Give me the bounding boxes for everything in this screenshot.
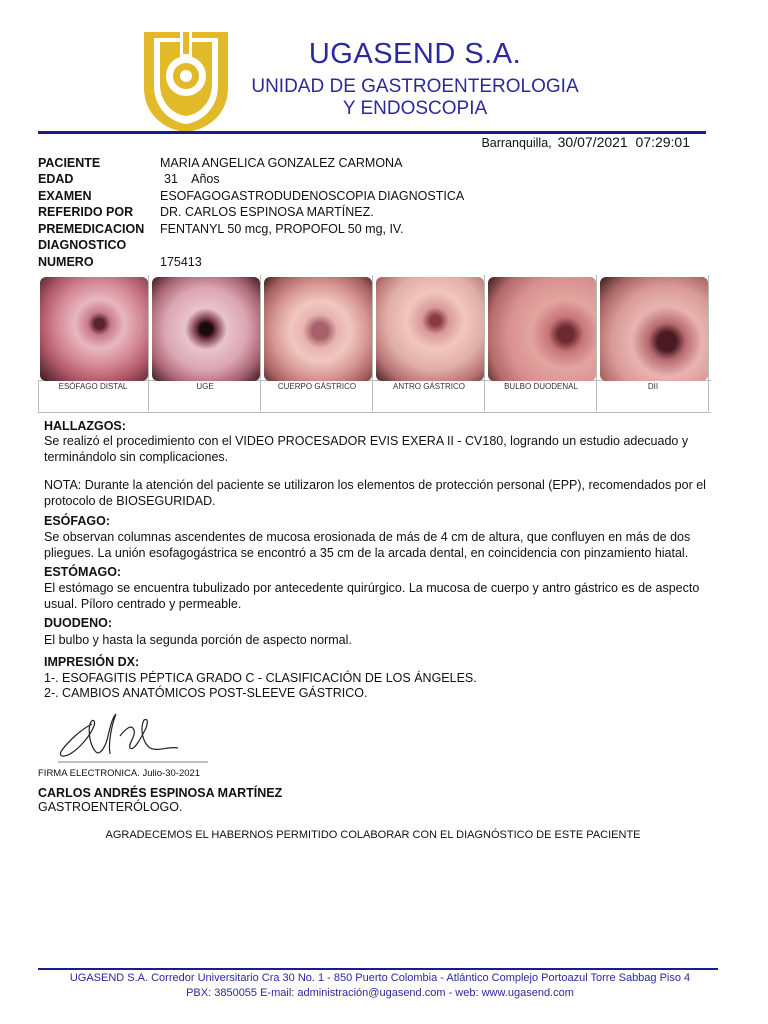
field-value: 31 Años bbox=[164, 172, 220, 186]
field-value: DR. CARLOS ESPINOSA MARTÍNEZ. bbox=[160, 205, 374, 219]
endoscopy-image-duodenal-bulb bbox=[488, 277, 596, 381]
handwritten-signature bbox=[50, 706, 210, 766]
report-date: 30/07/2021 bbox=[557, 134, 628, 150]
impresion-item-2: 2-. CAMBIOS ANATÓMICOS POST-SLEEVE GÁSTRICO. bbox=[44, 686, 368, 700]
thanks-message: AGRADECEMOS EL HABERNOS PERMITIDO COLABORAR CON EL DIAGNÓSTICO DE ESTE PACIENTE bbox=[105, 829, 641, 841]
photo-cell bbox=[486, 275, 597, 411]
ugasend-logo bbox=[140, 28, 232, 134]
photo-caption: CUERPO GÁSTRICO bbox=[277, 382, 357, 391]
field-label: EXAMEN bbox=[38, 189, 92, 203]
footer-divider bbox=[38, 968, 718, 970]
unit-name-line1: UNIDAD DE GASTROENTEROLOGIA bbox=[251, 76, 579, 97]
impresion-item-1: 1-. ESOFAGITIS PÉPTICA GRADO C - CLASIFICACIÓN DE LOS ÁNGELES. bbox=[44, 671, 477, 685]
doctor-name: CARLOS ANDRÉS ESPINOSA MARTÍNEZ bbox=[38, 786, 283, 800]
report-city: Barranquilla, bbox=[481, 136, 552, 150]
hallazgos-heading: HALLAZGOS: bbox=[44, 419, 126, 433]
footer-address: UGASEND S.A. Corredor Universitario Cra 30 No. 1 - 850 Puerto Colombia - Atlántico Complejo Portoazul Torre Sabbag Piso 4 bbox=[69, 972, 691, 984]
impresion-heading: IMPRESIÓN DX: bbox=[44, 655, 140, 669]
duodeno-text: El bulbo y hasta la segunda porción de aspecto normal. bbox=[44, 633, 352, 647]
field-value: MARIA ANGELICA GONZALEZ CARMONA bbox=[160, 156, 403, 170]
photo-caption: ANTRO GÁSTRICO bbox=[392, 382, 465, 391]
doctor-title: GASTROENTERÓLOGO. bbox=[38, 800, 183, 814]
endoscopy-image-gastric-antrum bbox=[376, 277, 484, 381]
field-label: EDAD bbox=[38, 172, 74, 186]
field-value: 175413 bbox=[160, 255, 202, 269]
duodeno-heading: DUODENO: bbox=[44, 616, 113, 630]
estomago-heading: ESTÓMAGO: bbox=[44, 565, 122, 579]
field-label: REFERIDO POR bbox=[38, 205, 134, 219]
photo-cell bbox=[38, 275, 149, 411]
photo-cell bbox=[262, 275, 373, 411]
photo-caption: BULBO DUODENAL bbox=[504, 382, 578, 391]
company-name: UGASEND S.A. bbox=[308, 38, 522, 70]
endoscopy-image-esophagus bbox=[40, 277, 148, 381]
endoscopy-photo-strip bbox=[38, 275, 710, 411]
field-label: NUMERO bbox=[38, 255, 94, 269]
footer-contact: PBX: 3850055 E-mail: administración@ugasend.com - web: www.ugasend.com bbox=[186, 987, 574, 999]
photo-caption: DII bbox=[647, 382, 659, 391]
photo-cell bbox=[598, 275, 709, 411]
nota-text: NOTA: Durante la atención del paciente se utilizaron los elementos de protección personal (EPP), recomendados por el protocolo de BIOSEGURIDAD. bbox=[44, 478, 706, 508]
esofago-heading: ESÓFAGO: bbox=[44, 514, 110, 528]
unit-name-line2: Y ENDOSCOPIA bbox=[342, 98, 488, 119]
photo-cell bbox=[150, 275, 261, 411]
photo-caption: UGE bbox=[196, 382, 214, 391]
report-datetime bbox=[481, 134, 690, 150]
field-label: PREMEDICACION bbox=[38, 222, 145, 236]
report-time: 07:29:01 bbox=[635, 134, 690, 150]
endoscopy-image-uge bbox=[152, 277, 260, 381]
field-value: FENTANYL 50 mcg, PROPOFOL 50 mg, IV. bbox=[160, 222, 404, 236]
hallazgos-text: Se realizó el procedimiento con el VIDEO PROCESADOR EVIS EXERA II - CV180, logrando un estudio adecuado y terminándolo sin complicaciones. bbox=[44, 434, 689, 464]
electronic-signature-note: FIRMA ELECTRONICA. Julio-30-2021 bbox=[38, 768, 201, 779]
esofago-text: Se observan columnas ascendentes de mucosa erosionada de más de 4 cm de altura, que confluyen en más de dos pliegues. La unión esofagogástrica se encontró a 35 cm de la arcada dental, en coincidencia con pinzamiento hiatal. bbox=[44, 530, 691, 560]
endoscopy-image-gastric-body bbox=[264, 277, 372, 381]
photo-cell bbox=[374, 275, 485, 411]
field-label: DIAGNOSTICO bbox=[38, 238, 127, 252]
endoscopy-image-dii bbox=[600, 277, 708, 381]
estomago-text: El estómago se encuentra tubulizado por antecedente quirúrgico. La mucosa de cuerpo y antro gástrico es de aspecto usual. Píloro centrado y permeable. bbox=[44, 581, 700, 611]
field-value: ESOFAGOGASTRODUDENOSCOPIA DIAGNOSTICA bbox=[160, 189, 465, 203]
photo-caption: ESÓFAGO DISTAL bbox=[58, 382, 128, 391]
field-label: PACIENTE bbox=[38, 156, 101, 170]
